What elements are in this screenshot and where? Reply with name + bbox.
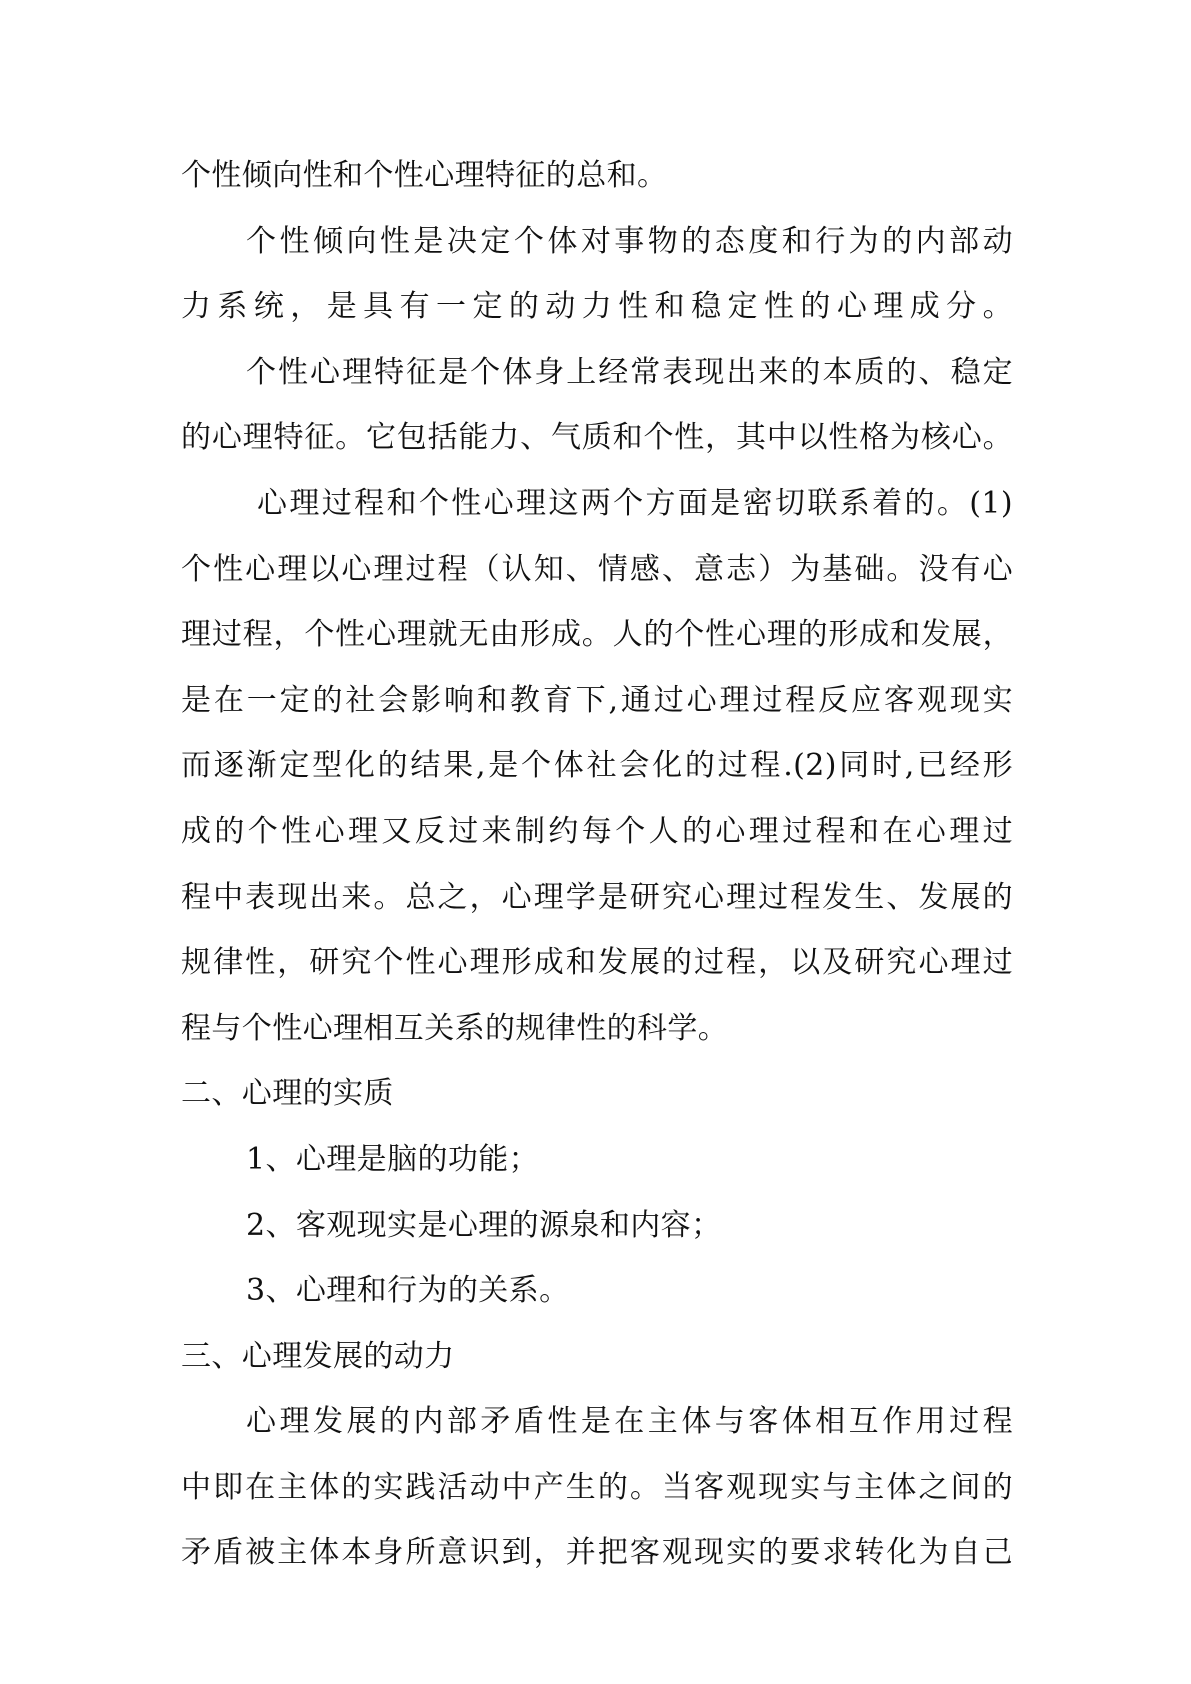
text-line: 心理过程和个性心理这两个方面是密切联系着的。(1) (257, 485, 1013, 521)
section-heading: 三、心理发展的动力 (181, 1338, 455, 1374)
text-line: 个性倾向性和个性心理特征的总和。 (181, 158, 668, 193)
text-line: 个性心理特征是个体身上经常表现出来的本质的、稳定 (246, 354, 1013, 390)
text-line: 规律性，研究个性心理形成和发展的过程，以及研究心理过 (181, 945, 1013, 981)
text-line: 矛盾被主体本身所意识到，并把客观现实的要求转化为自己 (181, 1535, 1013, 1571)
text-line: 理过程，个性心理就无由形成。人的个性心理的形成和发展， (181, 617, 1013, 653)
text-line: 程与个性心理相互关系的规律性的科学。 (181, 1010, 729, 1046)
list-item: 3、心理和行为的关系。 (246, 1273, 570, 1309)
text-line: 心理发展的内部矛盾性是在主体与客体相互作用过程 (246, 1404, 1013, 1440)
document-body (181, 143, 1013, 1586)
section-heading: 二、心理的实质 (181, 1076, 394, 1112)
text-line: 个性心理以心理过程（认知、情感、意志）为基础。没有心 (181, 551, 1013, 587)
text-line: 力系统，是具有一定的动力性和稳定性的心理成分。 (181, 289, 1013, 325)
text-line: 程中表现出来。总之，心理学是研究心理过程发生、发展的 (181, 879, 1013, 915)
text-line: 成的个性心理又反过来制约每个人的心理过程和在心理过 (181, 813, 1013, 849)
text-line: 个性倾向性是决定个体对事物的态度和行为的内部动 (246, 223, 1013, 259)
text-line: 中即在主体的实践活动中产生的。当客观现实与主体之间的 (181, 1469, 1013, 1505)
text-line: 而逐渐定型化的结果,是个体社会化的过程.(2)同时,已经形 (181, 748, 1013, 784)
list-item: 2、客观现实是心理的源泉和内容； (246, 1207, 722, 1243)
list-item: 1、心理是脑的功能； (246, 1141, 540, 1177)
text-line: 的心理特征。它包括能力、气质和个性，其中以性格为核心。 (181, 420, 1013, 456)
text-line: 是在一定的社会影响和教育下,通过心理过程反应客观现实 (181, 682, 1013, 718)
